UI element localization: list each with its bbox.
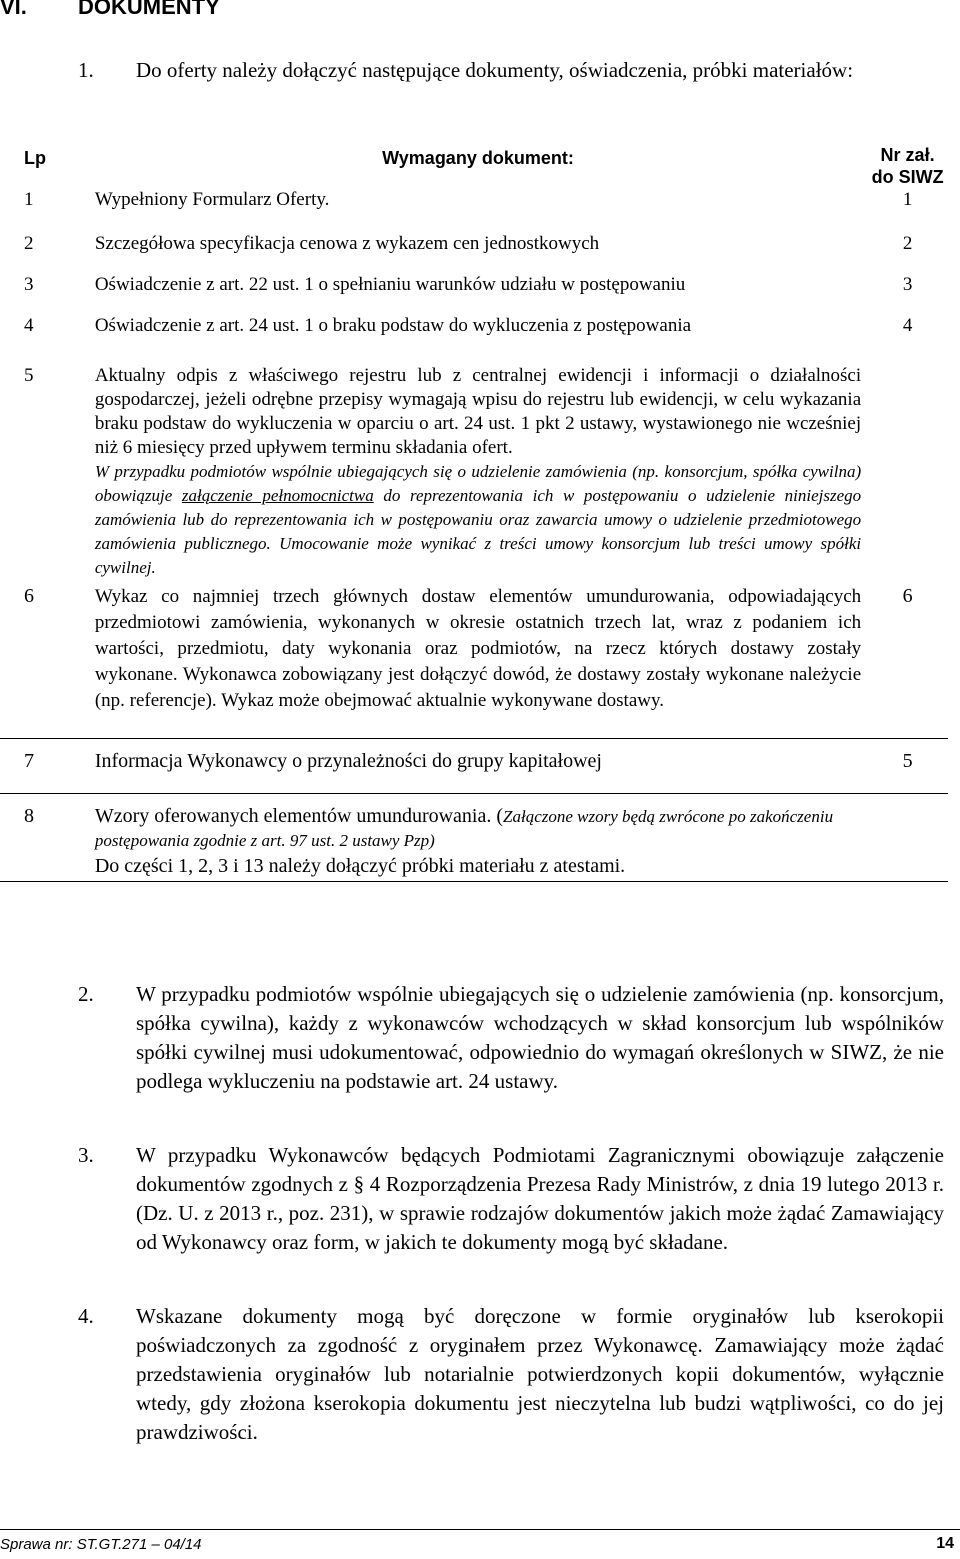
- row-content: [79, 794, 867, 882]
- row-note-underlined: załączenie pełnomocnictwa: [181, 486, 374, 505]
- row-nr: 6: [867, 584, 948, 739]
- row-note: [95, 460, 861, 580]
- row-text-italic: Załączone wzory będą zwrócone po zakończeniu postępowania zgodnie z art. 97 ust. 2 ustawy Pzp): [94, 807, 834, 850]
- page-number: 14: [936, 1535, 954, 1552]
- section-number: VI.: [0, 0, 27, 19]
- row-note-part-a: W przypadku podmiotów wspólnie ubiegających się o udzielenie zamówienia (np. konsorcjum, spółka cywilna) obowiązuje: [94, 462, 862, 505]
- table-row: [0, 356, 948, 584]
- row-text: Aktualny odpis z właściwego rejestru lub z centralnej ewidencji i informacji o działalności gospodarczej, jeżeli odrębne przepisy wymagają wpisu do rejestru lub ewidencji, w celu wykazania braku podstaw do wykluczenia w oparciu o art. 24 ust. 1 pkt 2 ustawy, wystawionego nie wcześniej niż 6 miesięcy przed upływem terminu składania ofert.: [94, 365, 862, 458]
- row-text: Wypełniony Formularz Oferty.: [94, 189, 330, 210]
- row-text: Wykaz co najmniej trzech głównych dostaw elementów umundurowania, odpowiadających przedmiotowi zamówienia, wykonanych w okresie ostatnich trzech lat, wraz z podaniem ich wartości, przedmiotu, daty wykonania oraz podmiotów, na rzecz których dostawy zostały wykonane. Wykonawca zobowiązany jest dołączyć dowód, że dostawy zostały wykonane należycie (np. referencje). Wykaz może obejmować aktualnie wykonywane dostawy.: [79, 584, 867, 739]
- row-nr: 4: [902, 315, 913, 336]
- page-footer: [0, 1529, 960, 1559]
- table-row: [0, 584, 948, 739]
- intro-paragraph: [78, 56, 944, 85]
- row-text: Oświadczenie z art. 24 ust. 1 o braku podstaw do wykluczenia z postępowania: [94, 315, 692, 336]
- header-nr-line2: do SIWZ: [871, 167, 944, 187]
- row-lp: 2: [24, 233, 34, 254]
- row-text: Oświadczenie z art. 22 ust. 1 o spełnianiu warunków udziału w postępowaniu: [94, 274, 686, 295]
- table-row: [0, 232, 948, 273]
- point-3: [78, 1141, 944, 1257]
- row-text: Szczegółowa specyfikacja cenowa z wykazem cen jednostkowych: [94, 233, 600, 254]
- row-nr: 3: [902, 274, 913, 295]
- row-lp: 4: [24, 315, 34, 336]
- row-lp: 5: [24, 365, 34, 386]
- row-text: [95, 804, 861, 853]
- header-document: Wymagany dokument:: [382, 148, 574, 168]
- row-text: Informacja Wykonawcy o przynależności do grupy kapitałowej: [79, 739, 867, 794]
- point-text: W przypadku podmiotów wspólnie ubiegających się o udzielenie zamówienia (np. konsorcjum, spółka cywilna), każdy z wykonawców wchodzących w skład konsorcjum lub wspólników spółki cywilnej musi udokumentować, odpowiednio do wymagań określonych w SIWZ, że nie podlega wykluczeniu na podstawie art. 24 ustawy.: [136, 982, 944, 1093]
- row-nr: 5: [867, 739, 948, 794]
- row-content: [79, 356, 867, 584]
- row-nr: [867, 356, 948, 584]
- row-nr: 1: [902, 189, 913, 210]
- table-row: [0, 794, 948, 882]
- table-row: [0, 739, 948, 794]
- point-text: Wskazane dokumenty mogą być doręczone w formie oryginałów lub kserokopii poświadczonych za zgodność z oryginałem przez Wykonawcę. Zamawiający może żądać przedstawienia oryginałów lub notarialnie potwierdzonych kopii dokumentów, wyłącznie wtedy, gdy złożona kserokopia dokumentu jest nieczytelna lub budzi wątpliwości, co do jej prawdziwości.: [136, 1304, 944, 1444]
- intro-number: 1.: [78, 58, 94, 82]
- row-text-part-a: Wzory oferowanych elementów umundurowania. (: [94, 805, 504, 827]
- row-note-part-b: do reprezentowania ich w postępowaniu o udzielenie niniejszego zamówienia lub do reprezentowania ich w postępowaniu oraz zawarcia umowy o udzielenie przedmiotowego zamówienia publicznego. Umocowanie może wynikać z treści umowy konsorcjum lub treści umowy spółki cywilnej.: [94, 486, 862, 577]
- row-lp: 1: [24, 189, 34, 210]
- row-nr: 2: [902, 233, 913, 254]
- case-reference: Sprawa nr: ST.GT.271 – 04/14: [0, 1536, 202, 1553]
- row-text-part-b: Do części 1, 2, 3 i 13 należy dołączyć próbki materiału z atestami.: [94, 855, 626, 877]
- point-number: 2.: [78, 982, 94, 1006]
- point-number: 4.: [78, 1304, 94, 1328]
- row-lp: 6: [0, 584, 79, 739]
- header-nr: [867, 144, 948, 188]
- row-lp: 3: [24, 274, 34, 295]
- section-heading: [0, 0, 220, 20]
- section-title: DOKUMENTY: [78, 0, 220, 19]
- table-row: [0, 314, 948, 356]
- intro-text: Do oferty należy dołączyć następujące dokumenty, oświadczenia, próbki materiałów:: [136, 58, 854, 82]
- point-number: 3.: [78, 1143, 94, 1167]
- point-text: W przypadku Wykonawców będących Podmiotami Zagranicznymi obowiązuje załączenie dokumentów zgodnych z § 4 Rozporządzenia Prezesa Rady Ministrów, z dnia 19 lutego 2013 r. (Dz. U. z 2013 r., poz. 231), w sprawie rodzajów dokumentów jakich może żądać Zamawiający od Wykonawcy oraz form, w jakich te dokumenty mogą być składane.: [136, 1143, 944, 1254]
- table-header-row: [0, 144, 948, 188]
- row-lp: 8: [0, 794, 79, 882]
- row-nr: [867, 794, 948, 882]
- row-lp: 7: [0, 739, 79, 794]
- point-4: [78, 1302, 944, 1447]
- header-lp: Lp: [24, 148, 46, 168]
- point-2: [78, 980, 944, 1096]
- table-row: [0, 188, 948, 232]
- table-row: [0, 273, 948, 314]
- header-nr-line1: Nr zał.: [880, 145, 935, 165]
- documents-table: [0, 144, 948, 882]
